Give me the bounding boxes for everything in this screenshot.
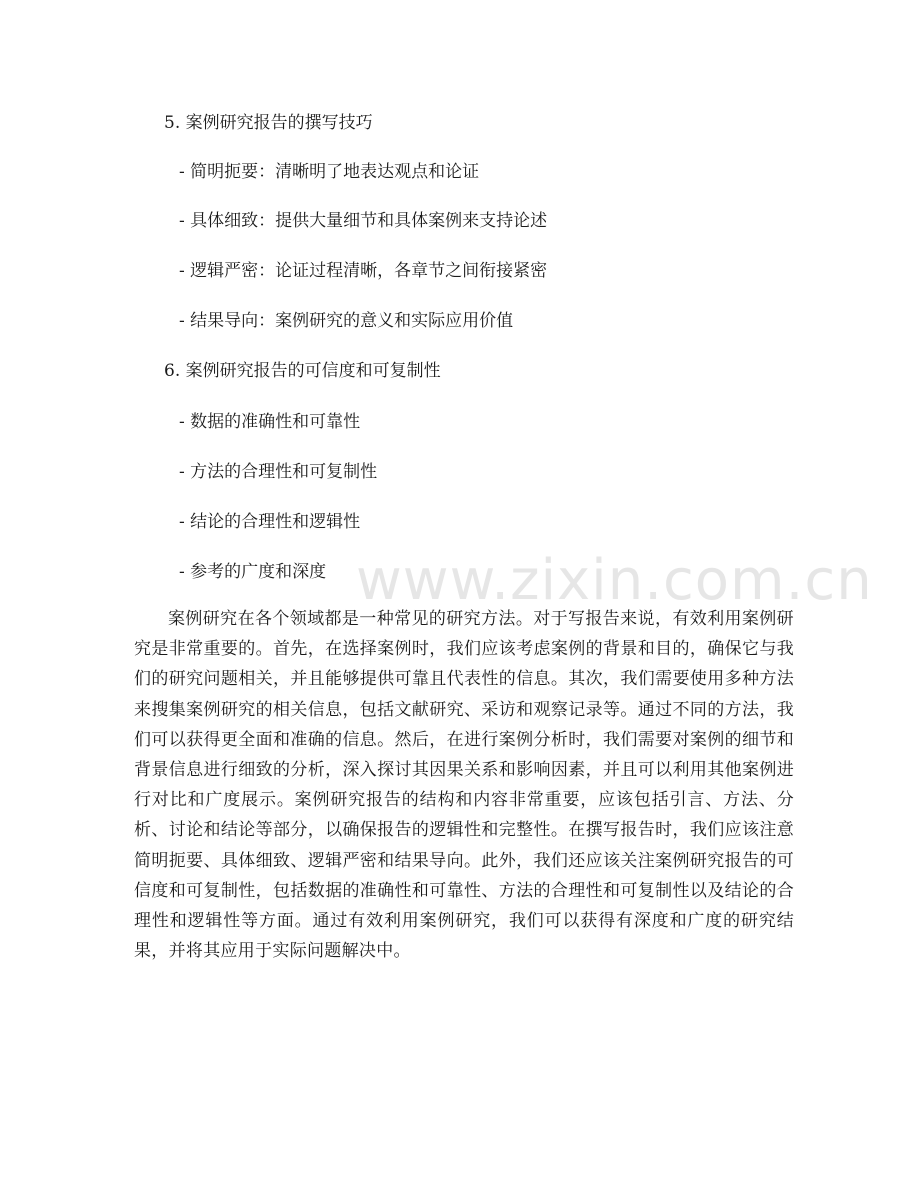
section-5-item-2: - 具体细致：提供大量细节和具体案例来支持论述 <box>179 211 548 231</box>
section-6-item-4: - 参考的广度和深度 <box>179 562 327 582</box>
section-6-item-2: - 方法的合理性和可复制性 <box>179 462 378 482</box>
section-5-item-3: - 逻辑严密：论证过程清晰，各章节之间衔接紧密 <box>179 261 548 281</box>
body-paragraph: 案例研究在各个领域都是一种常见的研究方法。对于写报告来说，有效利用案例研究是非常重要的。首先，在选择案例时，我们应该考虑案例的背景和目的，确保它与我们的研究问题相关，并且能够提供可靠且代表性的信息。其次，我们需要使用多种方法来搜集案例研究的相关信息，包括文献研究、采访和观察记录等。通过不同的方法，我们可以获得更全面和准确的信息。然后，在进行案例分析时，我们需要对案例的细节和背景信息进行细致的分析，深入探讨其因果关系和影响因素，并且可以利用其他案例进行对比和广度展示。案例研究报告的结构和内容非常重要，应该包括引言、方法、分析、讨论和结论等部分，以确保报告的逻辑性和完整性。在撰写报告时，我们应该注意简明扼要、具体细致、逻辑严密和结果导向。此外，我们还应该关注案例研究报告的可信度和可复制性，包括数据的准确性和可靠性、方法的合理性和可复制性以及结论的合理性和逻辑性等方面。通过有效利用案例研究，我们可以获得有深度和广度的研究结果，并将其应用于实际问题解决中。 <box>134 609 794 962</box>
watermark: www.zixin.com.cn <box>356 548 873 613</box>
section-5-item-1: - 简明扼要：清晰明了地表达观点和论证 <box>179 162 480 182</box>
section-6-item-3: - 结论的合理性和逻辑性 <box>179 512 361 532</box>
section-6-heading: 6. 案例研究报告的可信度和可复制性 <box>164 361 441 381</box>
section-6-item-1: - 数据的准确性和可靠性 <box>179 412 361 432</box>
section-5-item-4: - 结果导向：案例研究的意义和实际应用价值 <box>179 311 514 331</box>
section-5-heading: 5. 案例研究报告的撰写技巧 <box>164 113 373 133</box>
